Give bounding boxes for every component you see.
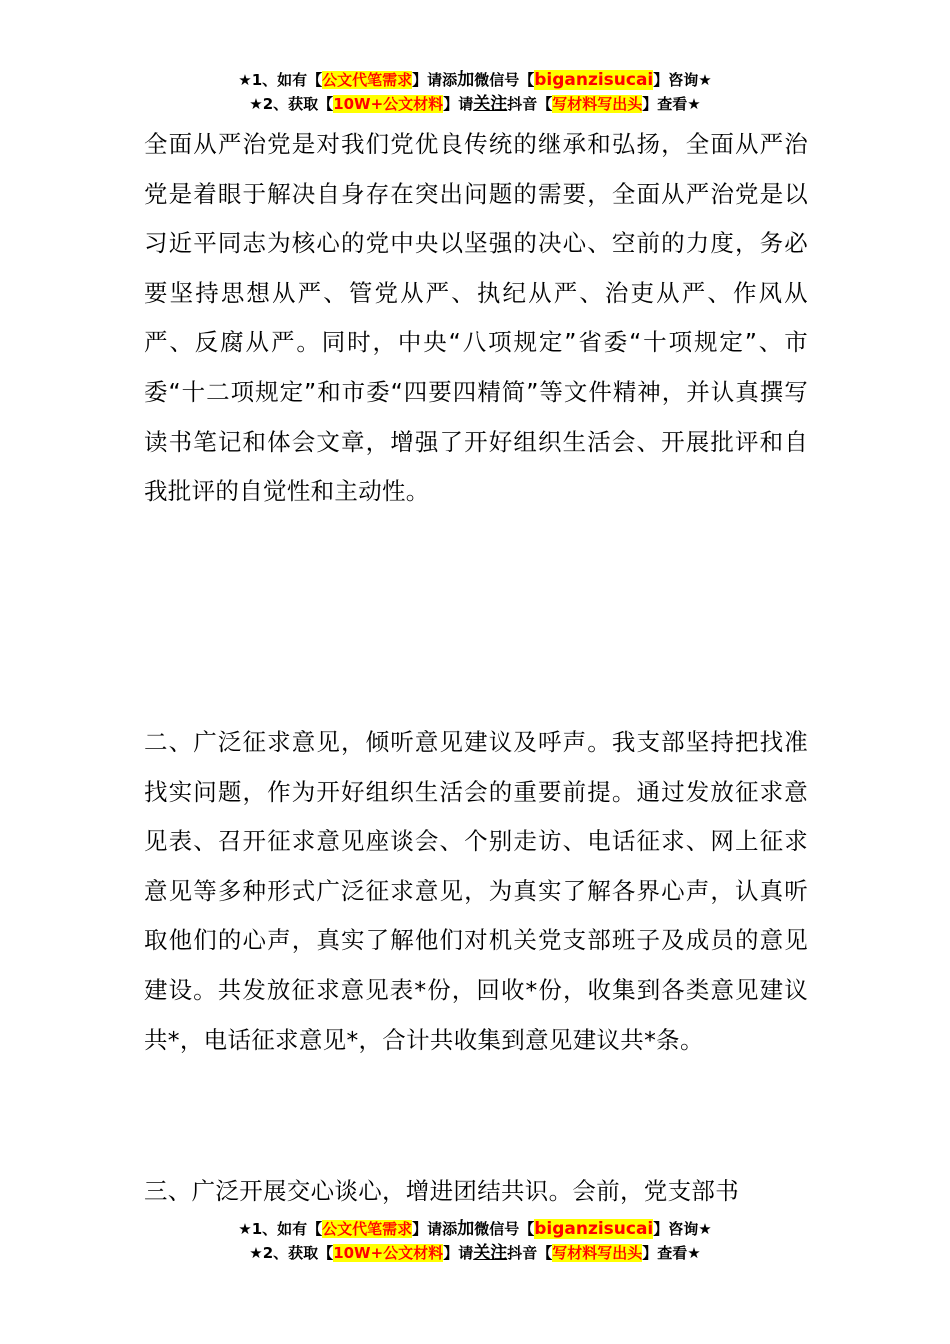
banner-line-2 bbox=[0, 92, 950, 116]
footer-banner bbox=[0, 1217, 950, 1265]
banner-text: 】请 bbox=[443, 1244, 474, 1262]
banner-line-2 bbox=[0, 1241, 950, 1265]
highlight-douyin-account: 写材料写出头 bbox=[552, 95, 643, 113]
banner-text: ★1、如有【 bbox=[238, 71, 323, 89]
highlight-douyin-account: 写材料写出头 bbox=[552, 1244, 643, 1262]
banner-text: 】请添 bbox=[412, 71, 458, 89]
body-paragraph-3: 三、广泛开展交心谈心，增进团结共识。会前，党支部书 bbox=[144, 1177, 739, 1205]
banner-text: 】查看★ bbox=[642, 1244, 701, 1262]
banner-text: 】请添 bbox=[412, 1220, 458, 1238]
banner-text: 微信号【 bbox=[474, 1220, 535, 1238]
highlight-wechat-id: biganzisucai bbox=[534, 1219, 654, 1239]
banner-text: ★2、获取【 bbox=[249, 95, 334, 113]
banner-text: 抖音【 bbox=[507, 95, 553, 113]
highlight-service: 公文代笔需求 bbox=[322, 71, 413, 89]
body-paragraph-1: 全面从严治党是对我们党优良传统的继承和弘扬，全面从严治党是着眼于解决自身存在突出问题的需要，全面从严治党是以习近平同志为核心的党中央以坚强的决心、空前的力度，务必要坚持思想从严、管党从严、执纪从严、治吏从严、作风从严、反腐从严。同时，中央“八项规定”省委“十项规定”、市委“十二项规定”和市委“四要四精简”等文件精神，并认真撰写读书笔记和体会文章，增强了开好组织生活会、开展批评和自我批评的自觉性和主动性。 bbox=[144, 130, 808, 506]
banner-text: 】请 bbox=[443, 95, 474, 113]
highlight-materials: 10W+公文材料 bbox=[333, 95, 444, 113]
banner-text: 】咨询★ bbox=[653, 71, 712, 89]
highlight-materials: 10W+公文材料 bbox=[333, 1244, 444, 1262]
banner-text: 关注 bbox=[473, 94, 508, 114]
banner-text: ★2、获取【 bbox=[249, 1244, 334, 1262]
banner-text: ★1、如有【 bbox=[238, 1220, 323, 1238]
highlight-service: 公文代笔需求 bbox=[322, 1220, 413, 1238]
body-paragraph-2: 二、广泛征求意见，倾听意见建议及呼声。我支部坚持把找准找实问题，作为开好组织生活会的重要前提。通过发放征求意见表、召开征求意见座谈会、个别走访、电话征求、网上征求意见等多种形式广泛征求意见，为真实了解各界心声，认真听取他们的心声，真实了解他们对机关党支部班子及成员的意见建设。共发放征求意见表*份，回收*份，收集到各类意见建议共*，电话征求意见*，合计共收集到意见建议共*条。 bbox=[144, 728, 808, 1054]
banner-line-1 bbox=[0, 68, 950, 92]
highlight-wechat-id: biganzisucai bbox=[534, 70, 654, 90]
banner-text: 】咨询★ bbox=[653, 1220, 712, 1238]
banner-text: 抖音【 bbox=[507, 1244, 553, 1262]
banner-text: 加 bbox=[457, 1219, 475, 1239]
banner-text: 关注 bbox=[473, 1243, 508, 1263]
header-banner bbox=[0, 68, 950, 116]
banner-line-1 bbox=[0, 1217, 950, 1241]
banner-text: 加 bbox=[457, 70, 475, 90]
banner-text: 】查看★ bbox=[642, 95, 701, 113]
banner-text: 微信号【 bbox=[474, 71, 535, 89]
